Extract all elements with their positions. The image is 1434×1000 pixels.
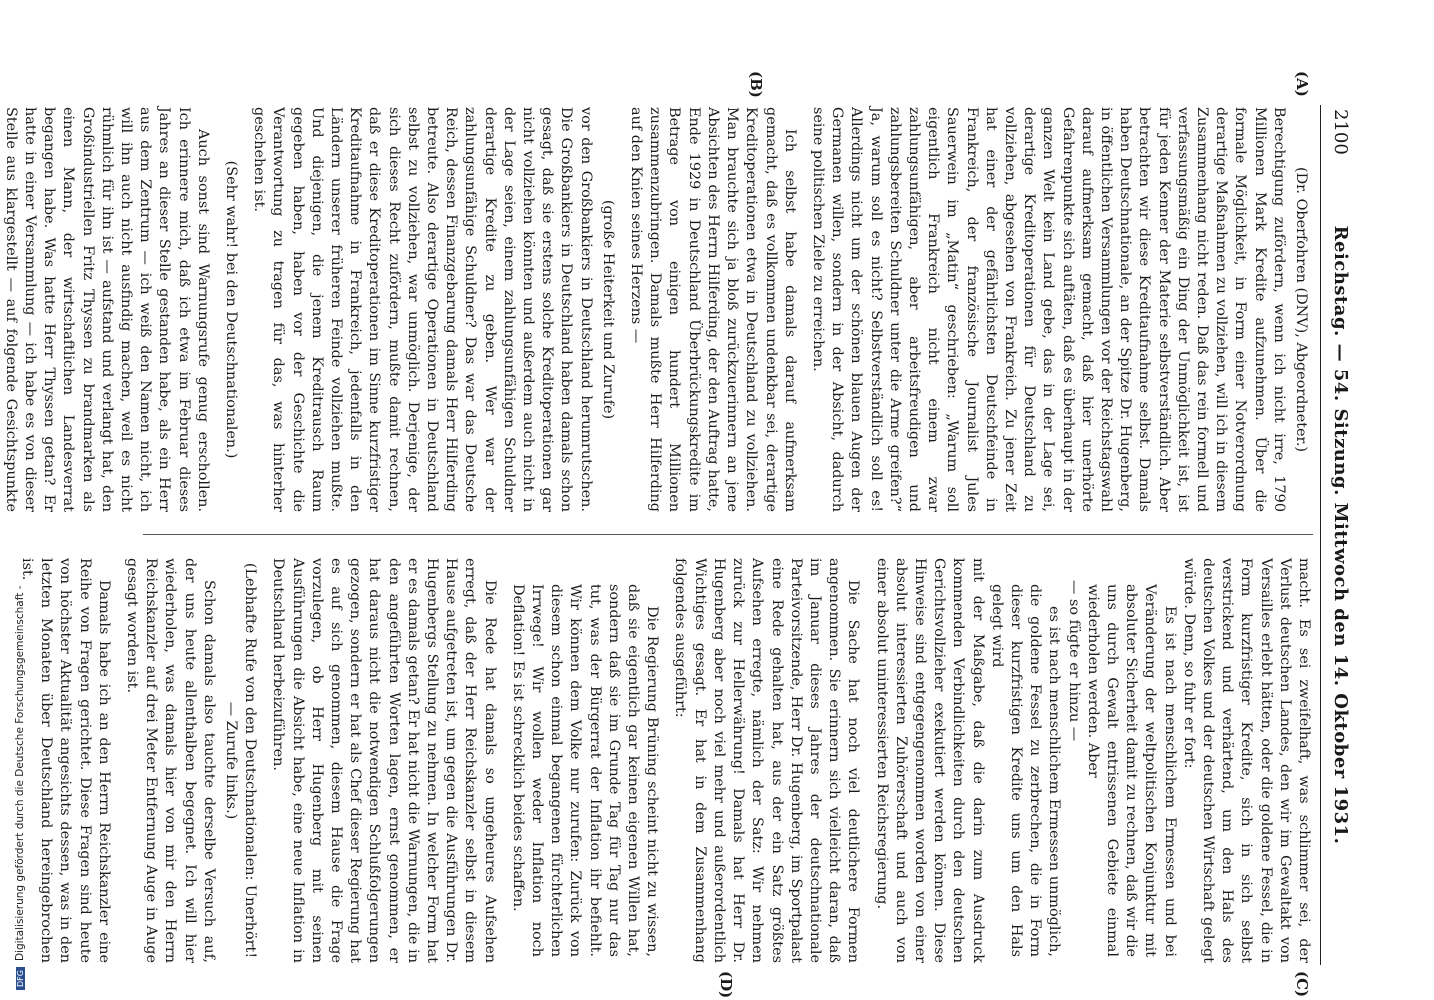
page-header: [1325, 105, 1355, 965]
margin-label-b: (B): [747, 71, 765, 98]
page-number: 2100: [1330, 109, 1351, 155]
digitization-note: [14, 120, 28, 990]
paragraph: mit der Maßgabe, daß die darin zum Ausdruck kommenden Verbindlichkeiten durch den deutschen Gerichtsvollzieher exekutiert werden können. Diese Hinweise sind entgegengenommen worden von einer absolut interessierten Zuhörerschaft und auch von einer absolut uninteressierten Reichsregierung.: [873, 558, 986, 963]
quotation: Es ist nach menschlichem Ermessen und bei Veränderung der weltpolitischen Konjunktur mit absoluter Sicherheit damit zu rechnen, daß wir die uns durch Gewalt entrissenen Gebiete einmal wiederholen werden. Aber: [1084, 584, 1178, 957]
column-divider: [143, 534, 1313, 535]
paragraph: vor den Großbankiers in Deutschland herumrutschen. Die Großbankiers in Deutschland haben damals schon gesagt, daß sie erstens solche Kreditoperationen gar nicht vollziehen könnten und außerdem auch nicht in der Lage seien, einem zahlungsunfähigen Schuldner derartige Kredite zu geben. Wer war der zahlungsunfähige Schuldner? Das war das Deutsche Reich, dessen Finanzgebarung damals Herr Hilferding betreute. Also derartige Operationen in Deutschland selbst zu vollziehen, war unmöglich. Derjenige, der sich dieses Recht zufördern, mußte damit rechnen, daß er diese Kreditoperationen im Sinne kurzfristiger Kreditaufnahme in Frankreich, jedenfalls in den Ländern unserer früheren Feinde vollziehen mußte. Und diejenigen, die jenem Kreditrausch Raum gegeben haben, haben vor der Geschichte die Verantwortung zu tragen für das, was hinterher geschehen ist.: [251, 107, 594, 512]
header-rule: [1320, 105, 1321, 965]
paragraph: Die Rede hat damals so ungeheures Aufsehen erregt, daß der Herr Reichskanzler selbst in diesem Hause aufgetreten ist, um gegen die Ausführungen Dr. Hugenbergs Stellung zu nehmen. In welcher Form hat er es damals getan? Er hat nicht die Warnungen, die in den angeführten Worten lagen, ernst genommen, er hat daraus nicht die notwendigen Schlußfolgerungen gezogen, sondern er hat als Chef dieser Regierung hat es auf sich genommen, diesem Hause die Frage vorzulegen, ob Herr Hugenberg mit seinen Ausführungen die Absicht habe, eine neue Inflation in Deutschland herbeizuführen.: [270, 558, 498, 963]
paragraph: Ich selbst habe damals darauf aufmerksam gemacht, daß es vollkommen undenkbar sei, derartige Kreditoperationen etwa in Deutschland zu vollziehen. Man brauchte sich ja bloß zurückzuerinnern an jene Absichten des Herrn Hilferding, der den Auftrag hatte, Ende 1929 in Deutschland Überbrückungskredite im Betrage von einigen hundert Millionen zusammenzubringen. Damals mußte Herr Hilferding auf den Knien seines Herzens —: [628, 107, 798, 512]
speaker-line: (Dr. Oberfohren (DNV), Abgeordneter.): [1293, 166, 1309, 453]
left-column: [2, 107, 1313, 512]
paragraph: Damals habe ich an den Herrn Reichskanzler eine Reihe von Fragen gerichtet. Diese Fragen sind heute von höchster Aktualität angesichts dessen, was in den letzten Monaten über Deutschland hereingebrochen ist.: [19, 558, 112, 963]
margin-label-c: (C): [1293, 971, 1311, 998]
paragraph: Die Sache hat noch viel deutlichere Formen angenommen. Sie erinnern sich vielleicht daran, daß im Januar dieses Jahres der deutschnationale Parteivorsitzende, Herr Dr. Hugenberg, im Sportpalast eine Rede gehalten hat, aus der ein Satz größtes Aufsehen erregte, nämlich der Satz: Wir nehmen zurück zur Hellerwährung! Damals hat Herr Dr. Hugenberg aber noch viel mehr und außerordentlich Wichtiges gesagt. Er hat in dem Zusammenhang folgendes ausgeführt:: [672, 558, 862, 963]
margin-label-a: (A): [1293, 71, 1311, 97]
interjection: (Lebhafte Rufe von den Deutschnationalen: Unerhört! — Zurufe links.): [223, 562, 259, 959]
paragraph: Schon damals also tauchte derselbe Versuch auf, der uns heute allenthalben begegnet. Ich will hier wiederholen, was damals hier von mir den Herrn Reichskanzler auf drei Meter Entfernung Auge in Auge gesagt worden ist.: [124, 558, 217, 963]
paragraph: macht. Es sei zweifelhaft, was schlimmer sei, der Verlust deutschen Landes, den wir im Gewaltakt von Versailles erlebt hätten, oder die goldene Fessel, die in Form kurzfristiger Kredite, sich in sich selbst verstrickend und verhärtend, um den Hals des deutschen Volkes und der deutschen Wirtschaft gelegt würde. Denn, so fuhr er fort:: [1180, 558, 1312, 963]
margin-label-d: (D): [717, 971, 735, 999]
page-title: Reichstag. — 54. Sitzung. Mittwoch den 14. Oktober 1931.: [1330, 225, 1351, 845]
paragraph: — so fügte er hinzu —: [1065, 580, 1082, 742]
dfg-logo: DFG: [16, 967, 25, 990]
digitization-note-text: Digitalisierung gefördert durch die Deutsche Forschungsgemeinschaft -: [14, 585, 26, 962]
paragraph: Berechtigung zufördern, wenn ich nicht irre, 1790 Millionen Mark Kredite aufzunehmen. Über die formale Möglichkeit, in Form einer Notverordnung derartige Maßnahmen zu vollziehen, will ich in diesem Zusammenhang nicht reden. Daß das rein formell und verfassungsmäßig ein Ding der Unmöglichkeit ist, ist für jeden Kenner der Materie selbstverständlich. Aber betrachten wir diese Kreditaufnahme selbst. Damals haben Deutschnationale, an der Spitze Dr. Hugenberg, in öffentlichen Versammlungen vor der Reichstagswahl darauf aufmerksam gemacht, daß hier unerhörte Gefahrenpunkte sich auftäten, daß es überhaupt in der ganzen Welt kein Land gebe, das in der Lage sei, derartige Kreditoperationen für Deutschland zu vollziehen, abgesehen von Frankreich. Zu jener Zeit hat einer der gefährlichsten Deutschfeinde in Frankreich, der französische Journalist Jules Sauerwein im „Matin“ geschrieben: „Warum soll eigentlich Frankreich nicht einem zwar zahlungsunfähigen, aber arbeitsfreudigen und zahlungsbereiten Schuldner unter die Arme greifen?“ Ja, warum soll es nicht? Selbstverständlich soll es! Allerdings nicht um der schönen blauen Augen der Germanen willen, sondern in der Absicht, dadurch seine politischen Ziele zu erreichen.: [809, 107, 1287, 512]
interjection: (große Heiterkeit und Zurufe): [599, 199, 616, 420]
quotation: Die Regierung Brüning scheint nicht zu wissen, daß sie eigentlich gar keinen eigenen Willen hat, sondern daß sie im Grunde Tag für Tag nur das tut, was der Bürgerrat der Inflation ihr befiehlt. Wir können dem Volke nur zurufen: Zurück von diesem schon einmal begangenen fürchterlichen Irrwege! Wir wollen weder Inflation noch Deflation! Es ist schrecklich beides schaffen.: [509, 584, 661, 957]
paragraph: Auch sonst sind Warnungsrufe genug erschollen. Ich erinnere mich, daß ich etwa im Februar dieses Jahres an dieser Stelle gestanden habe, als ein Herr aus dem Zentrum — ich weiß den Namen nicht, ich will ihn auch nicht ausfindig machen, weil es nicht rühmlich für ihn ist — aufstand und verlangt hat, den Großindustriellen Fritz Thyssen zu brandmarken als einen Mann, der wirtschaftlichen Landesverrat begangen habe. Was hatte Herr Thyssen getan? Er hatte in einer Versammlung — ich habe es von dieser Stelle aus klargestellt — auf folgende Gesichtspunkte: [2, 107, 211, 512]
interjection: (Sehr wahr! bei den Deutschnationalen.): [223, 160, 240, 459]
quotation: es ist nach menschlichem Ermessen unmöglich, die goldene Fessel zu zerbrechen, die in Form dieser kurzfristigen Kredite uns um den Hals gelegt wird: [988, 584, 1063, 957]
